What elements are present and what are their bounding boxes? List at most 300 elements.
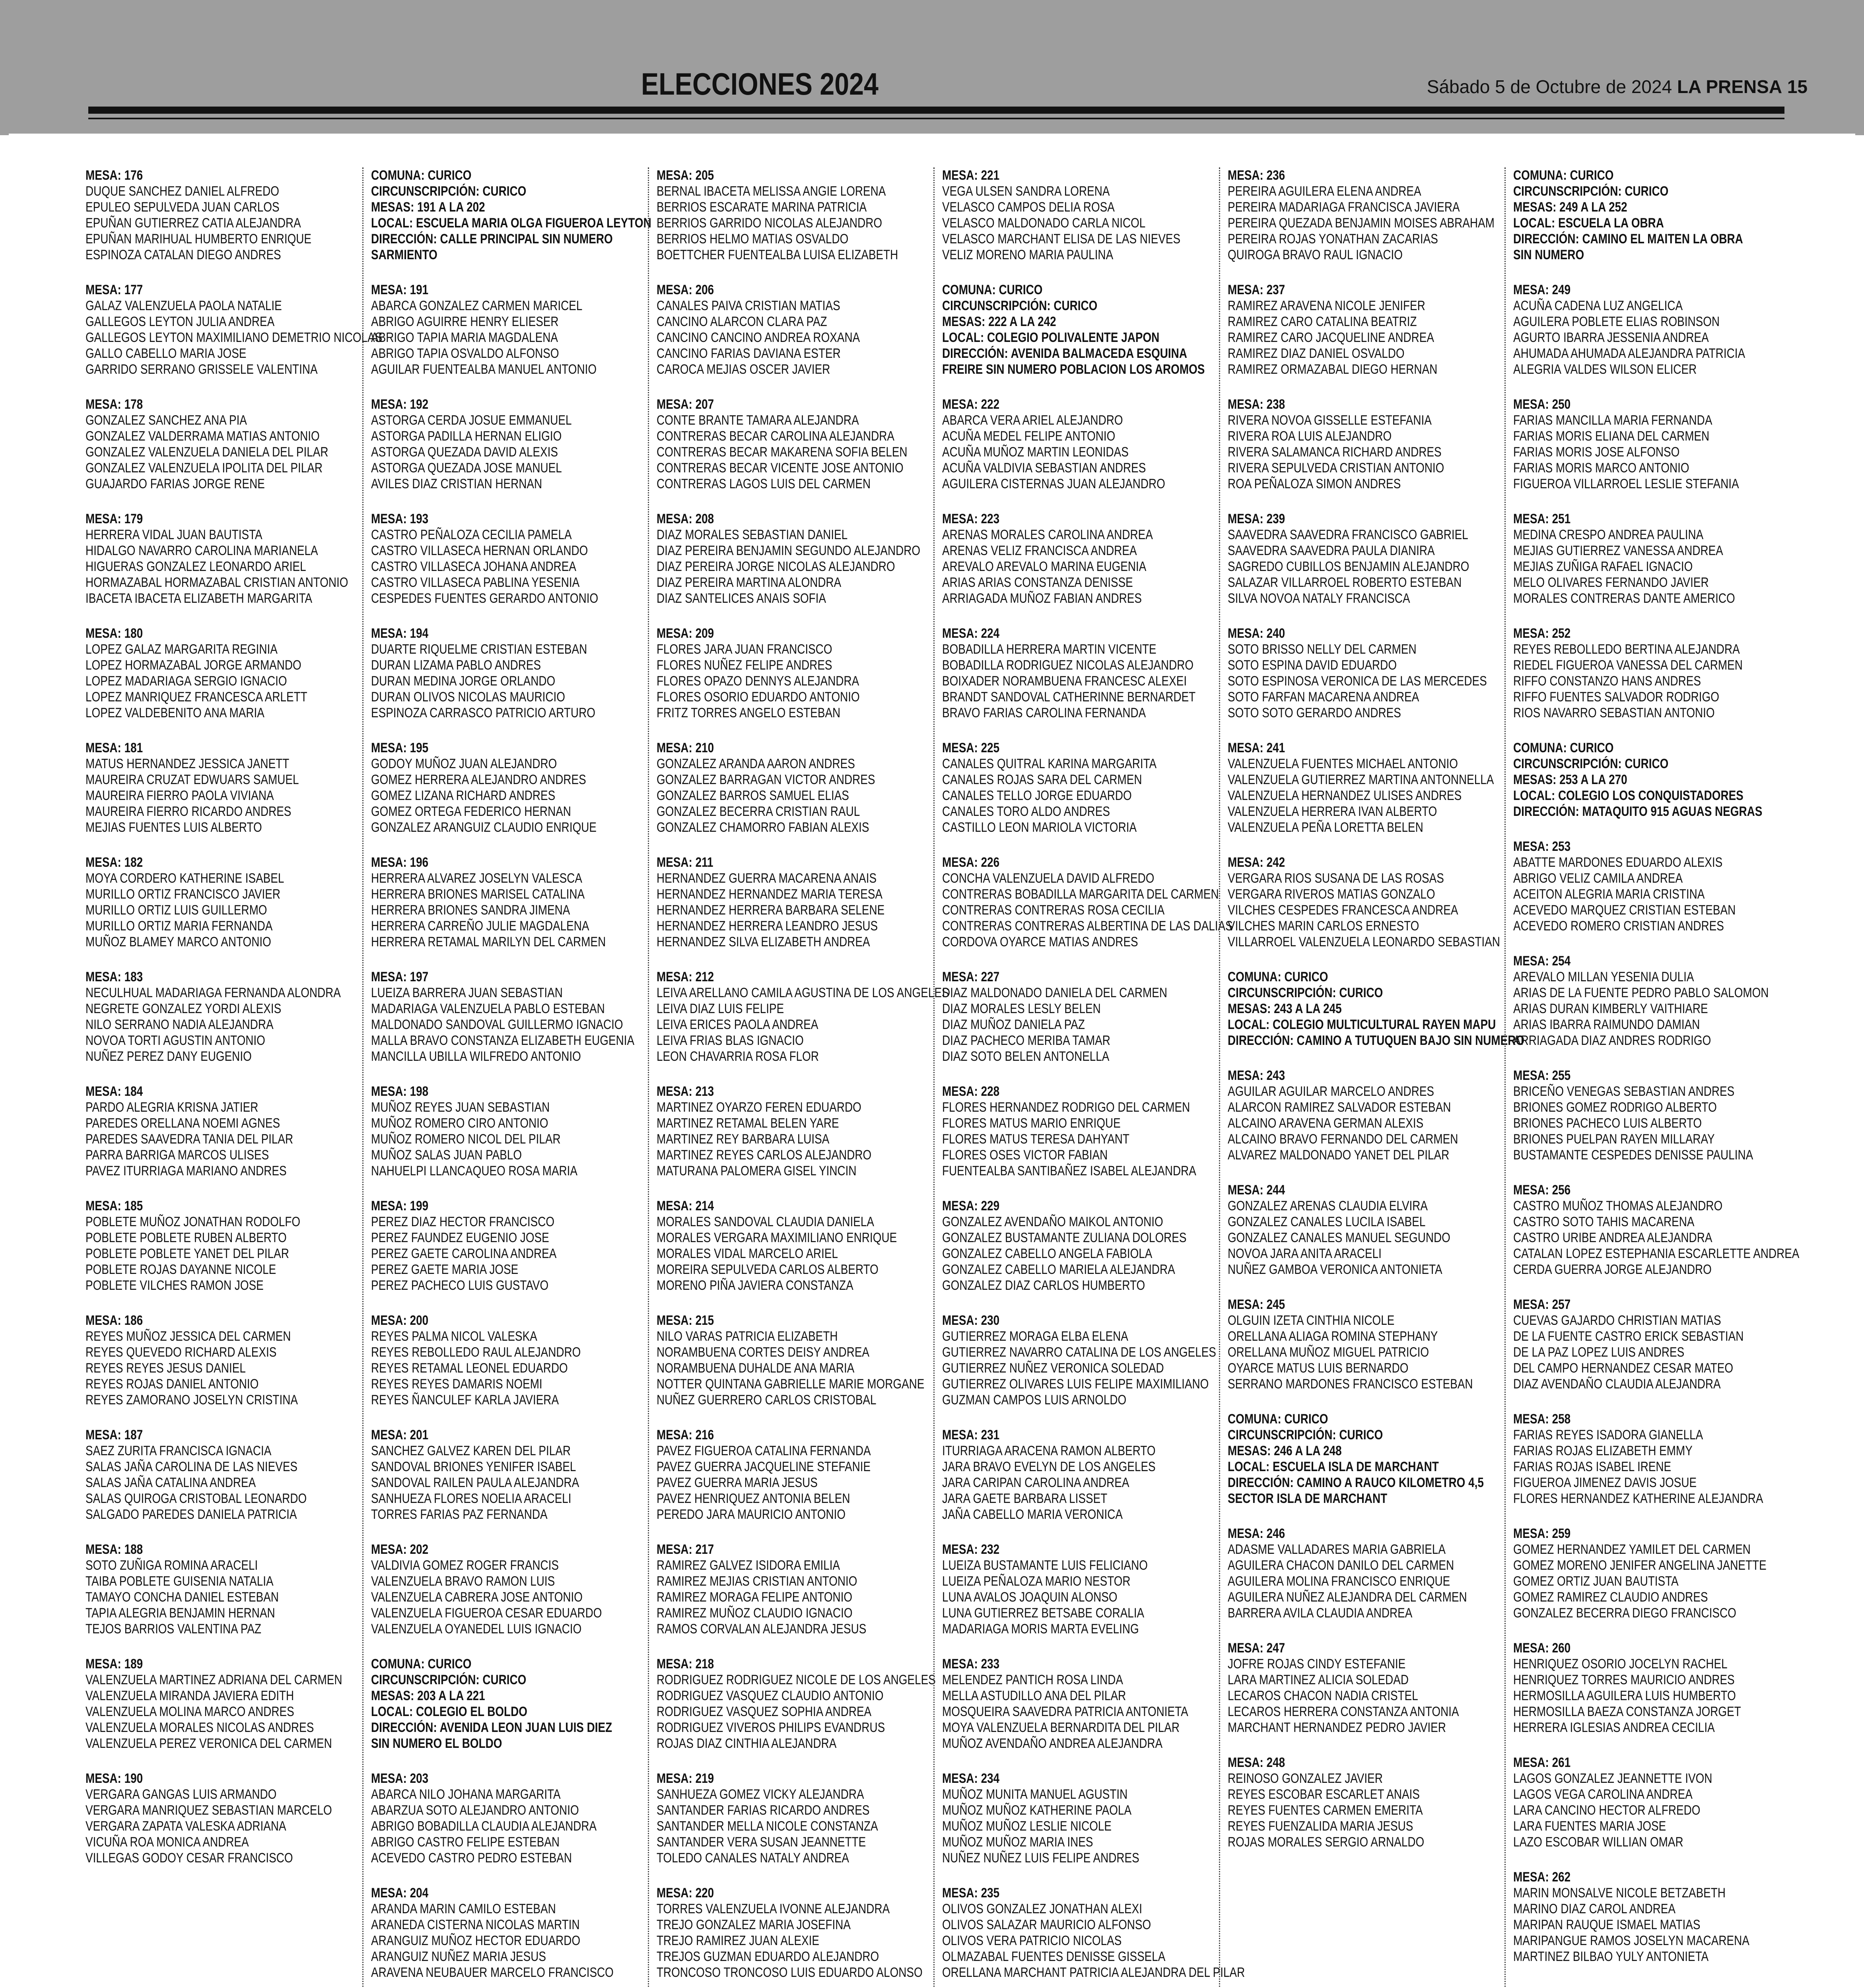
mesa-block (1228, 625, 1502, 721)
voter-name: HERNANDEZ SILVA ELIZABETH ANDREA (657, 934, 870, 949)
voter-name: PEREIRA AGUILERA ELENA ANDREA (1228, 184, 1421, 199)
mesa-block (1513, 282, 1788, 377)
voter-name: SALAS JAÑA CAROLINA DE LAS NIEVES (86, 1459, 298, 1474)
voter-name: TREJOS GUZMAN EDUARDO ALEJANDRO (657, 1949, 879, 1964)
voter-name: HERRERA BRIONES MARISEL CATALINA (371, 887, 585, 902)
voter-name: RIVERA SEPULVEDA CRISTIAN ANTONIO (1228, 460, 1444, 476)
voter-name: SANTANDER MELLA NICOLE CONSTANZA (657, 1819, 878, 1834)
voter-name: REYES REBOLLEDO RAUL ALEJANDRO (371, 1345, 581, 1360)
mesa-heading: MESA: 241 (1228, 740, 1285, 755)
voter-name: DIAZ MORALES LESLY BELEN (942, 1001, 1101, 1016)
voter-name: CONTRERAS BECAR CAROLINA ALEJANDRA (657, 429, 895, 444)
mesa-block (371, 969, 645, 1064)
voter-name: QUIROGA BRAVO RAUL IGNACIO (1228, 247, 1403, 262)
voter-name: GUTIERREZ NAVARRO CATALINA DE LOS ANGELES (942, 1345, 1216, 1360)
location-line: MESAS: 243 A LA 245 (1228, 1001, 1342, 1016)
location-line: CIRCUNSCRIPCIÓN: CURICO (1513, 184, 1669, 199)
voter-name: HERRERA ALVAREZ JOSELYN VALESCA (371, 871, 582, 886)
voter-name: MARTINEZ RETAMAL BELEN YARE (657, 1116, 839, 1131)
location-line: FREIRE SIN NUMERO POBLACION LOS AROMOS (942, 362, 1205, 377)
voter-name: SERRANO MARDONES FRANCISCO ESTEBAN (1228, 1376, 1473, 1392)
voter-name: FARIAS REYES ISADORA GIANELLA (1513, 1427, 1703, 1442)
voter-name: ASTORGA QUEZADA JOSE MANUEL (371, 460, 562, 476)
voter-name: POBLETE VILCHES RAMON JOSE (86, 1278, 264, 1293)
voter-name: LECAROS HERRERA CONSTANZA ANTONIA (1228, 1704, 1459, 1719)
voter-list-columns (86, 167, 1800, 1988)
voter-name: MARIPAN RAUQUE ISMAEL MATIAS (1513, 1917, 1701, 1932)
voter-name: GOMEZ MORENO JENIFER ANGELINA JANETTE (1513, 1558, 1767, 1573)
voter-name: GONZALEZ VALDERRAMA MATIAS ANTONIO (86, 429, 320, 444)
voter-name: DIAZ PEREIRA BENJAMIN SEGUNDO ALEJANDRO (657, 543, 921, 558)
location-line: SIN NUMERO EL BOLDO (371, 1736, 502, 1751)
mesa-block (942, 1771, 1217, 1866)
newspaper-name: LA PRENSA (1677, 76, 1782, 97)
mesa-heading: MESA: 245 (1228, 1297, 1285, 1312)
mesa-block (86, 1541, 360, 1637)
mesa-block (942, 969, 1217, 1064)
voter-name: FLORES OSORIO EDUARDO ANTONIO (657, 689, 860, 705)
voter-name: VALENZUELA MIRANDA JAVIERA EDITH (86, 1688, 294, 1703)
voter-name: REYES ÑANCULEF KARLA JAVIERA (371, 1392, 559, 1408)
location-line: COMUNA: CURICO (1228, 969, 1328, 984)
voter-name: VERGARA ZAPATA VALESKA ADRIANA (86, 1819, 286, 1834)
voter-name: BRANDT SANDOVAL CATHERINNE BERNARDET (942, 689, 1196, 705)
mesa-block (942, 1083, 1217, 1179)
mesa-block (1513, 953, 1788, 1048)
voter-name: SOTO ZUÑIGA ROMINA ARACELI (86, 1558, 258, 1573)
voter-name: JARA CARIPAN CAROLINA ANDREA (942, 1475, 1129, 1490)
mesa-heading: MESA: 223 (942, 511, 1000, 526)
header-rule-thin (88, 118, 1784, 119)
voter-name: SANDOVAL BRIONES YENIFER ISABEL (371, 1459, 576, 1474)
voter-name: VALENZUELA MARTINEZ ADRIANA DEL CARMEN (86, 1672, 342, 1687)
column-separator (648, 167, 649, 1988)
mesa-heading: MESA: 252 (1513, 626, 1571, 641)
mesa-block (371, 1427, 645, 1522)
voter-name: SAAVEDRA SAAVEDRA PAULA DIANIRA (1228, 543, 1435, 558)
mesa-block (942, 1541, 1217, 1637)
mesa-heading: MESA: 249 (1513, 282, 1571, 297)
voter-name: NUÑEZ GUERRERO CARLOS CRISTOBAL (657, 1392, 877, 1408)
voter-name: GOMEZ ORTIZ JUAN BAUTISTA (1513, 1574, 1679, 1589)
mesa-heading: MESA: 258 (1513, 1411, 1571, 1427)
voter-name: ITURRIAGA ARACENA RAMON ALBERTO (942, 1443, 1156, 1458)
voter-name: FLORES OPAZO DENNYS ALEJANDRA (657, 674, 859, 689)
voter-name: SANHUEZA GOMEZ VICKY ALEJANDRA (657, 1787, 864, 1802)
voter-name: VALENZUELA FIGUEROA CESAR EDUARDO (371, 1606, 602, 1621)
voter-name: GONZALEZ CANALES MANUEL SEGUNDO (1228, 1230, 1450, 1245)
voter-name: VERGARA RIVEROS MATIAS GONZALO (1228, 887, 1435, 902)
voter-name: POBLETE POBLETE YANET DEL PILAR (86, 1246, 289, 1261)
mesa-heading: MESA: 259 (1513, 1526, 1571, 1541)
voter-name: MOYA CORDERO KATHERINE ISABEL (86, 871, 284, 886)
voter-name: HIDALGO NAVARRO CAROLINA MARIANELA (86, 543, 318, 558)
voter-name: LUNA GUTIERREZ BETSABE CORALIA (942, 1606, 1145, 1621)
voter-name: GUTIERREZ MORAGA ELBA ELENA (942, 1329, 1128, 1344)
voter-name: GALLO CABELLO MARIA JOSE (86, 346, 247, 361)
voter-name: OLIVOS GONZALEZ JONATHAN ALEXI (942, 1901, 1143, 1916)
location-line: MESAS: 222 A LA 242 (942, 314, 1056, 329)
location-line: CIRCUNSCRIPCIÓN: CURICO (1513, 756, 1669, 771)
voter-name: ACEVEDO MARQUEZ CRISTIAN ESTEBAN (1513, 903, 1736, 918)
voter-name: CASTILLO LEON MARIOLA VICTORIA (942, 820, 1137, 835)
voter-name: CASTRO SOTO TAHIS MACARENA (1513, 1214, 1695, 1229)
voter-name: OYARCE MATUS LUIS BERNARDO (1228, 1361, 1409, 1376)
mesa-block (1513, 625, 1788, 721)
voter-name: HERMOSILLA AGUILERA LUIS HUMBERTO (1513, 1688, 1736, 1703)
voter-name: ROJAS MORALES SERGIO ARNALDO (1228, 1835, 1425, 1850)
voter-name: CUEVAS GAJARDO CHRISTIAN MATIAS (1513, 1313, 1721, 1328)
mesa-heading: MESA: 211 (657, 855, 713, 870)
voter-name: MEJIAS FUENTES LUIS ALBERTO (86, 820, 262, 835)
voter-name: MUÑOZ AVENDAÑO ANDREA ALEJANDRA (942, 1736, 1163, 1751)
mesa-heading: MESA: 203 (371, 1771, 429, 1786)
mesa-block (657, 1656, 936, 1751)
voter-name: ORELLANA MUÑOZ MIGUEL PATRICIO (1228, 1345, 1429, 1360)
mesa-heading: MESA: 255 (1513, 1068, 1571, 1083)
mesa-heading: MESA: 193 (371, 511, 429, 526)
mesa-block (942, 1427, 1217, 1522)
voter-name: CONCHA VALENZUELA DAVID ALFREDO (942, 871, 1155, 886)
voter-name: GODOY MUÑOZ JUAN ALEJANDRO (371, 756, 557, 771)
mesa-heading: MESA: 257 (1513, 1297, 1571, 1312)
voter-name: AGUILERA NUÑEZ ALEJANDRA DEL CARMEN (1228, 1590, 1467, 1605)
voter-name: CONTRERAS LAGOS LUIS DEL CARMEN (657, 476, 871, 491)
voter-name: MARIPANGUE RAMOS JOSELYN MACARENA (1513, 1933, 1749, 1948)
mesa-heading: MESA: 216 (657, 1427, 714, 1442)
voter-name: FLORES JARA JUAN FRANCISCO (657, 642, 832, 657)
voter-name: POBLETE ROJAS DAYANNE NICOLE (86, 1262, 276, 1277)
voter-name: REYES ROJAS DANIEL ANTONIO (86, 1376, 259, 1392)
mesa-heading: MESA: 238 (1228, 397, 1285, 412)
voter-name: ASTORGA QUEZADA DAVID ALEXIS (371, 445, 558, 460)
mesa-block (1228, 1068, 1502, 1163)
voter-name: GONZALEZ CABELLO MARIELA ALEJANDRA (942, 1262, 1175, 1277)
location-line: LOCAL: ESCUELA LA OBRA (1513, 215, 1664, 231)
mesa-block (942, 511, 1217, 606)
voter-name: GONZALEZ BECERRA CRISTIAN RAUL (657, 804, 860, 819)
mesa-block (371, 1198, 645, 1293)
mesa-heading: MESA: 248 (1228, 1755, 1285, 1770)
voter-name: NORAMBUENA DUHALDE ANA MARIA (657, 1361, 855, 1376)
voter-name: BERNAL IBACETA MELISSA ANGIE LORENA (657, 184, 886, 199)
voter-name: VALDIVIA GOMEZ ROGER FRANCIS (371, 1558, 559, 1573)
location-line: SARMIENTO (371, 247, 437, 262)
voter-name: MATURANA PALOMERA GISEL YINCIN (657, 1163, 857, 1178)
voter-name: CASTRO PEÑALOZA CECILIA PAMELA (371, 527, 572, 542)
voter-name: DEL CAMPO HERNANDEZ CESAR MATEO (1513, 1361, 1734, 1376)
mesa-heading: MESA: 176 (86, 168, 143, 183)
column-separator (1504, 167, 1506, 1988)
voter-name: CASTRO URIBE ANDREA ALEJANDRA (1513, 1230, 1712, 1245)
section-title: ELECCIONES 2024 (641, 66, 879, 101)
voter-name: ACUÑA MUÑOZ MARTIN LEONIDAS (942, 445, 1129, 460)
voter-name: MURILLO ORTIZ LUIS GUILLERMO (86, 903, 267, 918)
voter-name: DIAZ PACHECO MERIBA TAMAR (942, 1033, 1110, 1048)
voting-location-block (1513, 740, 1788, 819)
voter-name: LUEIZA BARRERA JUAN SEBASTIAN (371, 985, 563, 1000)
voter-name: CANCINO CANCINO ANDREA ROXANA (657, 330, 860, 345)
mesa-block (942, 1312, 1217, 1408)
mesa-heading: MESA: 237 (1228, 282, 1285, 297)
voter-name: MALLA BRAVO CONSTANZA ELIZABETH EUGENIA (371, 1033, 635, 1048)
column-2 (371, 167, 651, 1988)
mesa-block (86, 740, 360, 835)
voter-name: MUÑOZ SALAS JUAN PABLO (371, 1147, 522, 1163)
mesa-heading: MESA: 225 (942, 740, 1000, 755)
location-line: DIRECCIÓN: AVENIDA LEON JUAN LUIS DIEZ (371, 1720, 612, 1735)
mesa-heading: MESA: 199 (371, 1198, 429, 1213)
voter-name: CASTRO VILLASECA PABLINA YESENIA (371, 575, 580, 590)
mesa-block (86, 1083, 360, 1179)
voter-name: HERNANDEZ HERRERA LEANDRO JESUS (657, 918, 878, 934)
voter-name: DIAZ PEREIRA JORGE NICOLAS ALEJANDRO (657, 559, 895, 574)
location-line: CIRCUNSCRIPCIÓN: CURICO (1228, 1427, 1383, 1442)
mesa-block (1513, 1640, 1788, 1736)
voter-name: GOMEZ RAMIREZ CLAUDIO ANDRES (1513, 1590, 1708, 1605)
voter-name: AVILES DIAZ CRISTIAN HERNAN (371, 476, 542, 491)
voter-name: DE LA FUENTE CASTRO ERICK SEBASTIAN (1513, 1329, 1744, 1344)
voter-name: MELO OLIVARES FERNANDO JAVIER (1513, 575, 1709, 590)
mesa-heading: MESA: 210 (657, 740, 714, 755)
voter-name: IBACETA IBACETA ELIZABETH MARGARITA (86, 591, 313, 606)
voter-name: ABRIGO TAPIA OSVALDO ALFONSO (371, 346, 559, 361)
voter-name: SILVA NOVOA NATALY FRANCISCA (1228, 591, 1410, 606)
voter-name: RAMIREZ MUÑOZ CLAUDIO IGNACIO (657, 1606, 853, 1621)
page-number: 15 (1787, 76, 1808, 97)
mesa-block (1228, 1297, 1502, 1392)
voter-name: PEREZ DIAZ HECTOR FRANCISCO (371, 1214, 555, 1229)
voter-name: HERRERA IGLESIAS ANDREA CECILIA (1513, 1720, 1715, 1735)
voter-name: JARA GAETE BARBARA LISSET (942, 1491, 1108, 1506)
voter-name: GALAZ VALENZUELA PAOLA NATALIE (86, 298, 282, 313)
voter-name: JOFRE ROJAS CINDY ESTEFANIE (1228, 1656, 1406, 1672)
location-line: MESAS: 253 A LA 270 (1513, 772, 1627, 787)
mesa-heading: MESA: 221 (942, 168, 1000, 183)
voter-name: OLIVOS SALAZAR MAURICIO ALFONSO (942, 1917, 1151, 1932)
voter-name: PEREZ PACHECO LUIS GUSTAVO (371, 1278, 549, 1293)
voter-name: VELASCO MARCHANT ELISA DE LAS NIEVES (942, 231, 1181, 247)
voter-name: PEREIRA MADARIAGA FRANCISCA JAVIERA (1228, 200, 1460, 215)
voter-name: PEREDO JARA MAURICIO ANTONIO (657, 1507, 846, 1522)
voter-name: DIAZ MORALES SEBASTIAN DANIEL (657, 527, 848, 542)
voter-name: MORALES CONTRERAS DANTE AMERICO (1513, 591, 1735, 606)
voter-name: GUAJARDO FARIAS JORGE RENE (86, 476, 265, 491)
voter-name: GONZALEZ BUSTAMANTE ZULIANA DOLORES (942, 1230, 1187, 1245)
column-separator (362, 167, 363, 1988)
voter-name: ALCAINO ARAVENA GERMAN ALEXIS (1228, 1116, 1424, 1131)
mesa-heading: MESA: 226 (942, 855, 1000, 870)
mesa-heading: MESA: 234 (942, 1771, 1000, 1786)
voter-name: MATUS HERNANDEZ JESSICA JANETT (86, 756, 290, 771)
voter-name: LEON CHAVARRIA ROSA FLOR (657, 1049, 819, 1064)
voter-name: ARANGUIZ MUÑOZ HECTOR EDUARDO (371, 1933, 581, 1948)
mesa-block (1513, 1755, 1788, 1850)
voting-location-block (371, 1656, 645, 1751)
voter-name: RIVERA NOVOA GISSELLE ESTEFANIA (1228, 413, 1432, 428)
voter-name: RIVERA SALAMANCA RICHARD ANDRES (1228, 445, 1442, 460)
mesa-heading: MESA: 191 (371, 282, 429, 297)
voter-name: GOMEZ ORTEGA FEDERICO HERNAN (371, 804, 571, 819)
voter-name: NOVOA JARA ANITA ARACELI (1228, 1246, 1382, 1261)
voter-name: ALCAINO BRAVO FERNANDO DEL CARMEN (1228, 1132, 1458, 1147)
voter-name: MURILLO ORTIZ FRANCISCO JAVIER (86, 887, 281, 902)
mesa-block (1228, 1182, 1502, 1277)
mesa-heading: MESA: 247 (1228, 1640, 1285, 1656)
voter-name: HERNANDEZ GUERRA MACARENA ANAIS (657, 871, 877, 886)
voting-location-block (942, 282, 1217, 377)
voter-name: LARA CANCINO HECTOR ALFREDO (1513, 1803, 1701, 1818)
voter-name: PEREIRA ROJAS YONATHAN ZACARIAS (1228, 231, 1438, 247)
voter-name: CASTRO MUÑOZ THOMAS ALEJANDRO (1513, 1198, 1723, 1213)
voter-name: GOMEZ HERNANDEZ YAMILET DEL CARMEN (1513, 1542, 1751, 1557)
voter-name: GONZALEZ ARENAS CLAUDIA ELVIRA (1228, 1198, 1428, 1213)
voter-name: ARRIAGADA DIAZ ANDRES RODRIGO (1513, 1033, 1711, 1048)
voter-name: FUENTEALBA SANTIBAÑEZ ISABEL ALEJANDRA (942, 1163, 1196, 1178)
voter-name: VALENZUELA BRAVO RAMON LUIS (371, 1574, 555, 1589)
voter-name: LAGOS VEGA CAROLINA ANDREA (1513, 1787, 1693, 1802)
mesa-heading: MESA: 189 (86, 1656, 143, 1672)
voter-name: ACEITON ALEGRIA MARIA CRISTINA (1513, 887, 1705, 902)
voter-name: CANALES QUITRAL KARINA MARGARITA (942, 756, 1157, 771)
voter-name: BERRIOS GARRIDO NICOLAS ALEJANDRO (657, 215, 882, 231)
voter-name: ESPINOZA CARRASCO PATRICIO ARTURO (371, 705, 595, 720)
voter-name: ARANGUIZ NUÑEZ MARIA JESUS (371, 1949, 546, 1964)
voter-name: ABARZUA SOTO ALEJANDRO ANTONIO (371, 1803, 579, 1818)
voter-name: PAVEZ FIGUEROA CATALINA FERNANDA (657, 1443, 871, 1458)
location-line: CIRCUNSCRIPCIÓN: CURICO (371, 184, 527, 199)
voter-name: ARIAS DURAN KIMBERLY VAITHIARE (1513, 1001, 1708, 1016)
voter-name: ROA PEÑALOZA SIMON ANDRES (1228, 476, 1401, 491)
voter-name: MAUREIRA CRUZAT EDWUARS SAMUEL (86, 772, 299, 787)
location-line: MESAS: 246 A LA 248 (1228, 1443, 1342, 1458)
voter-name: REYES ESCOBAR ESCARLET ANAIS (1228, 1787, 1420, 1802)
voter-name: MORENO PIÑA JAVIERA CONSTANZA (657, 1278, 853, 1293)
voter-name: MUÑOZ ROMERO NICOL DEL PILAR (371, 1132, 561, 1147)
mesa-block (657, 1771, 931, 1866)
voter-name: AGUILAR AGUILAR MARCELO ANDRES (1228, 1084, 1434, 1099)
voter-name: SALAS QUIROGA CRISTOBAL LEONARDO (86, 1491, 307, 1506)
voter-name: GONZALEZ CANALES LUCILA ISABEL (1228, 1214, 1426, 1229)
voter-name: MARTINEZ REY BARBARA LUISA (657, 1132, 830, 1147)
voter-name: FLORES HERNANDEZ RODRIGO DEL CARMEN (942, 1100, 1190, 1115)
mesa-heading: MESA: 197 (371, 969, 429, 984)
voter-name: MALDONADO SANDOVAL GUILLERMO IGNACIO (371, 1017, 623, 1032)
voter-name: CASTRO VILLASECA HERNAN ORLANDO (371, 543, 588, 558)
mesa-block (86, 1656, 360, 1751)
voter-name: MANCILLA UBILLA WILFREDO ANTONIO (371, 1049, 581, 1064)
voter-name: HERRERA BRIONES SANDRA JIMENA (371, 903, 570, 918)
voter-name: TAMAYO CONCHA DANIEL ESTEBAN (86, 1590, 279, 1605)
voter-name: ARANEDA CISTERNA NICOLAS MARTIN (371, 1917, 580, 1932)
voter-name: CASTRO VILLASECA JOHANA ANDREA (371, 559, 576, 574)
mesa-block (657, 396, 931, 492)
column-separator (933, 167, 935, 1988)
column-1 (86, 167, 383, 1988)
voter-name: ABARCA GONZALEZ CARMEN MARICEL (371, 298, 583, 313)
location-line: COMUNA: CURICO (1228, 1411, 1328, 1427)
voter-name: REYES FUENZALIDA MARIA JESUS (1228, 1819, 1413, 1834)
voter-name: RODRIGUEZ VASQUEZ CLAUDIO ANTONIO (657, 1688, 884, 1703)
mesa-block (657, 1198, 931, 1293)
mesa-block (371, 396, 645, 492)
voter-name: CANALES ROJAS SARA DEL CARMEN (942, 772, 1142, 787)
voter-name: VILCHES CESPEDES FRANCESCA ANDREA (1228, 903, 1458, 918)
mesa-heading: MESA: 253 (1513, 839, 1571, 854)
voter-name: REYES ZAMORANO JOSELYN CRISTINA (86, 1392, 298, 1408)
mesa-block (657, 167, 931, 263)
mesa-heading: MESA: 222 (942, 397, 1000, 412)
voter-name: NEGRETE GONZALEZ YORDI ALEXIS (86, 1001, 282, 1016)
voter-name: RAMIREZ DIAZ DANIEL OSVALDO (1228, 346, 1405, 361)
voter-name: MARCHANT HERNANDEZ PEDRO JAVIER (1228, 1720, 1446, 1735)
voter-name: RODRIGUEZ VASQUEZ SOPHIA ANDREA (657, 1704, 872, 1719)
voter-name: NOTTER QUINTANA GABRIELLE MARIE MORGANE (657, 1376, 925, 1392)
mesa-block (657, 1083, 931, 1179)
voter-name: FIGUEROA VILLARROEL LESLIE STEFANIA (1513, 476, 1739, 491)
voter-name: CONTRERAS BOBADILLA MARGARITA DEL CARMEN (942, 887, 1219, 902)
voter-name: VICUÑA ROA MONICA ANDREA (86, 1835, 249, 1850)
voter-name: FLORES MATUS TERESA DAHYANT (942, 1132, 1129, 1147)
mesa-heading: MESA: 181 (86, 740, 143, 755)
location-line: CIRCUNSCRIPCIÓN: CURICO (371, 1672, 527, 1687)
voter-name: BARRERA AVILA CLAUDIA ANDREA (1228, 1606, 1413, 1621)
voter-name: ABRIGO AGUIRRE HENRY ELIESER (371, 314, 559, 329)
voter-name: ABRIGO BOBADILLA CLAUDIA ALEJANDRA (371, 1819, 597, 1834)
mesa-heading: MESA: 251 (1513, 511, 1571, 526)
location-line: DIRECCIÓN: CALLE PRINCIPAL SIN NUMERO (371, 231, 613, 247)
mesa-block (371, 1885, 645, 1980)
mesa-block (657, 625, 931, 721)
column-6 (1513, 167, 1800, 1988)
voter-name: CANALES TORO ALDO ANDRES (942, 804, 1110, 819)
voter-name: REYES REYES DAMARIS NOEMI (371, 1376, 542, 1392)
mesa-block (657, 511, 931, 606)
voter-name: SAGREDO CUBILLOS BENJAMIN ALEJANDRO (1228, 559, 1469, 574)
voter-name: DIAZ AVENDAÑO CLAUDIA ALEJANDRA (1513, 1376, 1721, 1392)
voter-name: ABATTE MARDONES EDUARDO ALEXIS (1513, 855, 1723, 870)
mesa-heading: MESA: 207 (657, 397, 714, 412)
voter-name: FLORES OSES VICTOR FABIAN (942, 1147, 1108, 1163)
location-line: LOCAL: COLEGIO EL BOLDO (371, 1704, 527, 1719)
voter-name: BOIXADER NORAMBUENA FRANCESC ALEXEI (942, 674, 1187, 689)
voting-location-block (371, 167, 651, 263)
mesa-heading: MESA: 192 (371, 397, 429, 412)
header-rule-thick (88, 107, 1784, 114)
voter-name: GONZALEZ SANCHEZ ANA PIA (86, 413, 247, 428)
location-line: COMUNA: CURICO (371, 1656, 472, 1672)
voter-name: TEJOS BARRIOS VALENTINA PAZ (86, 1621, 262, 1637)
voter-name: ROJAS DIAZ CINTHIA ALEJANDRA (657, 1736, 837, 1751)
location-line: LOCAL: COLEGIO POLIVALENTE JAPON (942, 330, 1160, 345)
voter-name: MARTINEZ BILBAO YULY ANTONIETA (1513, 1949, 1709, 1964)
voter-name: ACEVEDO ROMERO CRISTIAN ANDRES (1513, 918, 1724, 934)
voter-name: RODRIGUEZ RODRIGUEZ NICOLE DE LOS ANGELES (657, 1672, 936, 1687)
mesa-heading: MESA: 195 (371, 740, 429, 755)
voter-name: MARIN MONSALVE NICOLE BETZABETH (1513, 1885, 1726, 1901)
voter-name: CAROCA MEJIAS OSCER JAVIER (657, 362, 830, 377)
voter-name: GONZALEZ DIAZ CARLOS HUMBERTO (942, 1278, 1145, 1293)
voter-name: MADARIAGA MORIS MARTA EVELING (942, 1621, 1139, 1637)
mesa-block (942, 740, 1217, 835)
voter-name: ALEGRIA VALDES WILSON ELICER (1513, 362, 1697, 377)
mesa-heading: MESA: 228 (942, 1084, 1000, 1099)
mesa-heading: MESA: 236 (1228, 168, 1285, 183)
voter-name: VALENZUELA OYANEDEL LUIS IGNACIO (371, 1621, 582, 1637)
mesa-block (942, 1198, 1217, 1293)
voter-name: ACEVEDO CASTRO PEDRO ESTEBAN (371, 1850, 572, 1866)
mesa-block (86, 282, 383, 377)
